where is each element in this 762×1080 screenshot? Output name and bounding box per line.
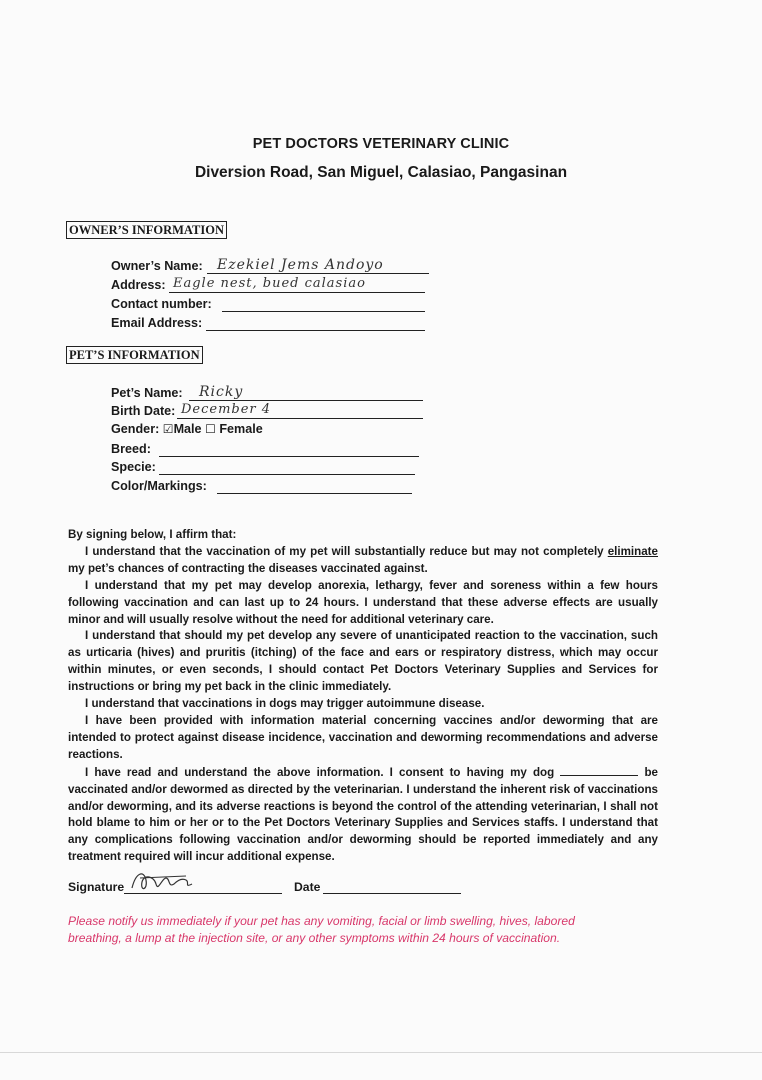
gender-male-label: Male [173, 422, 202, 436]
owner-name-label: Owner’s Name: [111, 259, 203, 273]
pet-breed-line [159, 440, 419, 457]
consent-paragraph-1: I understand that the vaccination of my pet will substantially reduce but may not completely eliminate my pet’s chances of contracting the diseases vaccinated against. [68, 544, 658, 575]
consent-intro: By signing below, I affirm that: [68, 528, 237, 541]
pet-name-value: Ricky [199, 384, 244, 400]
dog-name-blank[interactable] [560, 764, 638, 776]
owner-contact-label: Contact number: [111, 297, 212, 311]
owner-section-title: OWNER’S INFORMATION [66, 221, 227, 239]
owner-contact-line [222, 295, 425, 312]
date-label: Date [294, 880, 321, 894]
pet-name-label: Pet’s Name: [111, 386, 183, 400]
consent-paragraph-4: I understand that vaccinations in dogs may trigger autoimmune disease. [85, 697, 485, 711]
pet-name-field[interactable] [111, 384, 244, 401]
gender-female-label: Female [219, 422, 263, 436]
gender-male-checkbox[interactable]: ☑ [162, 422, 174, 436]
owner-email-label: Email Address: [111, 316, 203, 330]
date-field[interactable] [294, 880, 320, 894]
consent-paragraph-2: I understand that my pet may develop anorexia, lethargy, fever and soreness within a few hours following vaccination and can last up to 24 hours. I understand that these adverse effects are usually minor and will usually resolve without the need for additional veterinary care. [68, 578, 658, 626]
pet-birth-date-value: December 4 [181, 402, 272, 417]
consent-block [68, 527, 658, 866]
pet-specie-field[interactable] [111, 459, 156, 475]
pet-specie-line [159, 458, 415, 475]
gender-female-checkbox[interactable]: ☐ [205, 422, 216, 436]
owner-address-label: Address: [111, 278, 166, 292]
pet-birth-date-label: Birth Date: [111, 404, 176, 418]
pet-specie-label: Specie: [111, 460, 156, 474]
pet-birth-date-field[interactable] [111, 402, 272, 419]
pet-gender-label: Gender: [111, 422, 160, 436]
date-line [323, 880, 461, 894]
pet-section-title: PET’S INFORMATION [66, 346, 203, 364]
signature-scribble [126, 866, 198, 896]
pet-color-label: Color/Markings: [111, 479, 207, 493]
notice-text: Please notify us immediately if your pet has any vomiting, facial or limb swelling, hives, labored breathing, a lump at the injection site, or any other symptoms within 24 hours of vaccination. [68, 914, 575, 945]
owner-address-value: Eagle nest, bued calasiao [173, 276, 366, 291]
owner-email-field[interactable] [111, 315, 202, 331]
signature-field[interactable] [68, 880, 124, 894]
consent-paragraph-3: I understand that should my pet develop any severe of unanticipated reaction to the vaccination, such as urticaria (hives) and pruritis (itching) of the face and ears or respiratory distress, which may occur within minutes, or even seconds, I should contact Pet Doctors Veterinary Supplies and Services for instructions or bring my pet back in the clinic immediately. [68, 629, 658, 694]
owner-address-field[interactable] [111, 276, 366, 293]
signature-label: Signature [68, 880, 125, 894]
pet-breed-label: Breed: [111, 442, 151, 456]
pet-gender-field [111, 422, 263, 436]
consent-paragraph-5: I have been provided with information material concerning vaccines and/or deworming that are intended to protect against disease incidence, vaccination and deworming recommendations and adverse reactions. [68, 713, 658, 761]
owner-name-value: Ezekiel Jems Andoyo [217, 257, 384, 273]
pet-color-field[interactable] [111, 478, 207, 494]
pet-breed-field[interactable] [111, 441, 151, 457]
scan-edge-line [0, 1052, 762, 1053]
underlined-word: eliminate [607, 544, 658, 558]
pet-color-line [217, 477, 412, 494]
clinic-name: PET DOCTORS VETERINARY CLINIC [252, 136, 510, 152]
owner-name-field[interactable] [111, 257, 384, 274]
clinic-address: Diversion Road, San Miguel, Calasiao, Pangasinan [194, 164, 568, 181]
owner-email-line [206, 314, 425, 331]
owner-contact-field[interactable] [111, 296, 212, 312]
consent-paragraph-6: I have read and understand the above information. I consent to having my dog be vaccinated and/or dewormed as directed by the veterinarian. I understand the inherent risk of vaccinations and/or deworming, and its adverse reactions is beyond the control of the attending veterinarian, I shall not hold blame to him or her or to the Pet Doctors Veterinary Supplies and Services staffs. I understand that any complications following vaccination and/or deworming should be reported immediately and any treatment required will incur additional expense. [68, 765, 658, 864]
